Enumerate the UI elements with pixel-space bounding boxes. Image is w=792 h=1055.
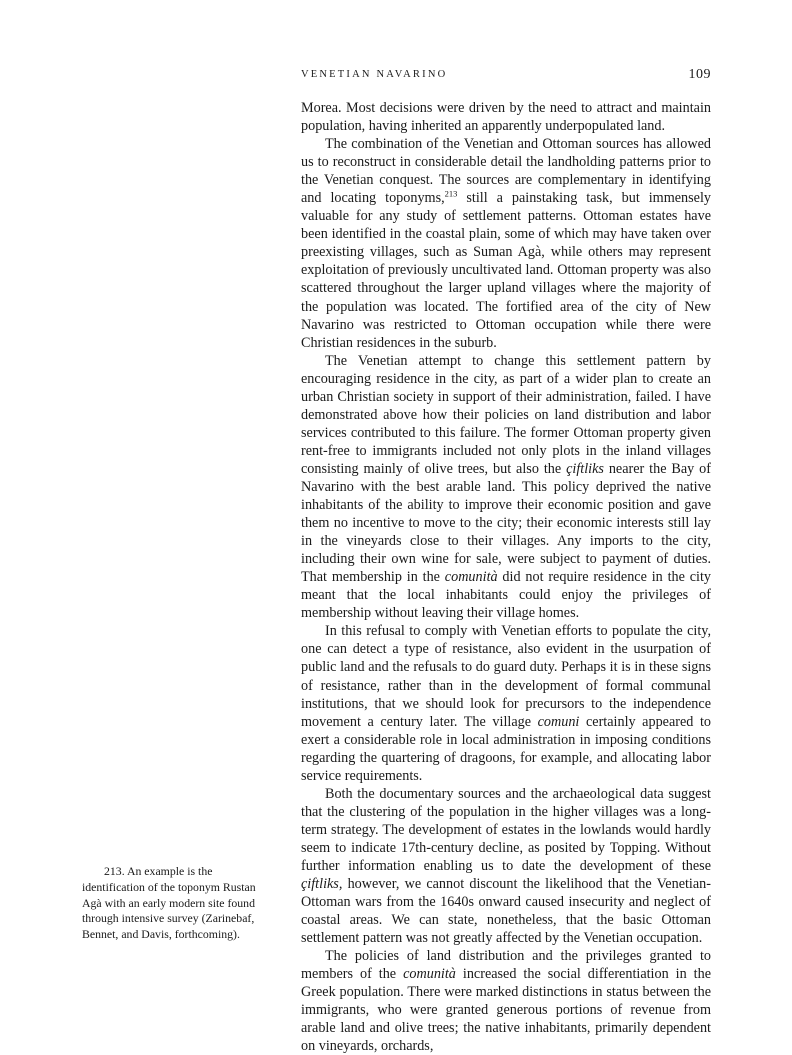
paragraph-4: In this refusal to comply with Venetian efforts to populate the city, one can detect a type of resistance, also evident in the usurpation of public land and the refusals to do guard duty. Perhaps it is in these signs of resistance, rather than in the development of formal communal institutions, that we should look for precursors to the independence movement a century later. The village comuni certainly appeared to exert a considerable role in local administration in imposing conditions regarding the quartering of dragoons, for example, and allocating labor service requirements. — [301, 623, 711, 784]
italic-term: comunità — [444, 569, 498, 586]
running-head — [301, 69, 711, 85]
italic-term: çiftliks — [566, 460, 604, 477]
footnote-213: 213. An example is the identification of the toponym Rustan Agà with an early modern site found through intensive survey (Zarinebaf, Bennet, and Davis, forthcoming). — [82, 864, 256, 942]
running-title: VENETIAN NAVARINO — [301, 69, 448, 80]
italic-term: comuni — [537, 713, 580, 730]
paragraph-5: Both the documentary sources and the archaeological data suggest that the clustering of the population in the higher villages was a long-term strategy. The development of estates in the lowlands would hardly seem to indicate 17th-century decline, as posited by Topping. Without further information enabling us to date the development of these çiftliks, however, we cannot discount the likelihood that the Venetian-Ottoman wars from the 1640s onward caused insecurity and neglect of coastal areas. We can state, nonetheless, that the basic Ottoman settlement pattern was not greatly affected by the Venetian occupation. — [301, 785, 711, 947]
page-number: 109 — [688, 67, 711, 82]
italic-term: çiftliks, — [301, 876, 343, 893]
paragraph-2: The combination of the Venetian and Ottoman sources has allowed us to reconstruct in considerable detail the landholding patterns prior to the Venetian conquest. The sources are complementary in identifying and locating toponyms,$^{213}$ still a painstaking task, but immensely valuable for any study of settlement patterns. Ottoman estates have been identified in the coastal plain, some of which may have taken over preexisting villages, such as Suman Agà, while others may represent exploitation of previously uncultivated land. Ottoman property was also scattered throughout the larger upland villages where the majority of the population was located. The fortified area of the city of New Navarino was restricted to Ottoman occupation while there were Christian residences in the suburb. — [301, 136, 711, 351]
paragraph-3: The Venetian attempt to change this settlement pattern by encouraging residence in the city, as part of a wider plan to create an urban Christian society in support of their administration, failed. I have demonstrated above how their policies on land distribution and labor services contributed to this failure. The former Ottoman property given rent-free to immigrants included not only plots in the inland villages consisting mainly of olive trees, but also the çiftliks nearer the Bay of Navarino with the best arable land. This policy deprived the native inhabitants of the ability to improve their economic position and gave them no incentive to move to the city; their economic interests still lay in the vineyards close to their villages. Any imports to the city, including their own wine for sale, were subject to payment of duties. That membership in the comunità did not require residence in the city meant that the local inhabitants could enjoy the privileges of membership without leaving their village homes. — [301, 352, 711, 622]
paragraph-1: Morea. Most decisions were driven by the need to attract and maintain population, having inherited an apparently underpopulated land. — [301, 100, 711, 135]
body-text — [301, 99, 711, 1055]
footnote-ref-213[interactable]: 213 — [444, 188, 458, 199]
italic-term: comunità — [403, 966, 456, 983]
paragraph-6: The policies of land distribution and the privileges granted to members of the comunità increased the social differentiation in the Greek population. There were marked distinctions in status between the immigrants, who were granted generous portions of revenue from arable land and olive trees; the native inhabitants, primarily dependent on vineyards, orchards, — [301, 948, 712, 1055]
